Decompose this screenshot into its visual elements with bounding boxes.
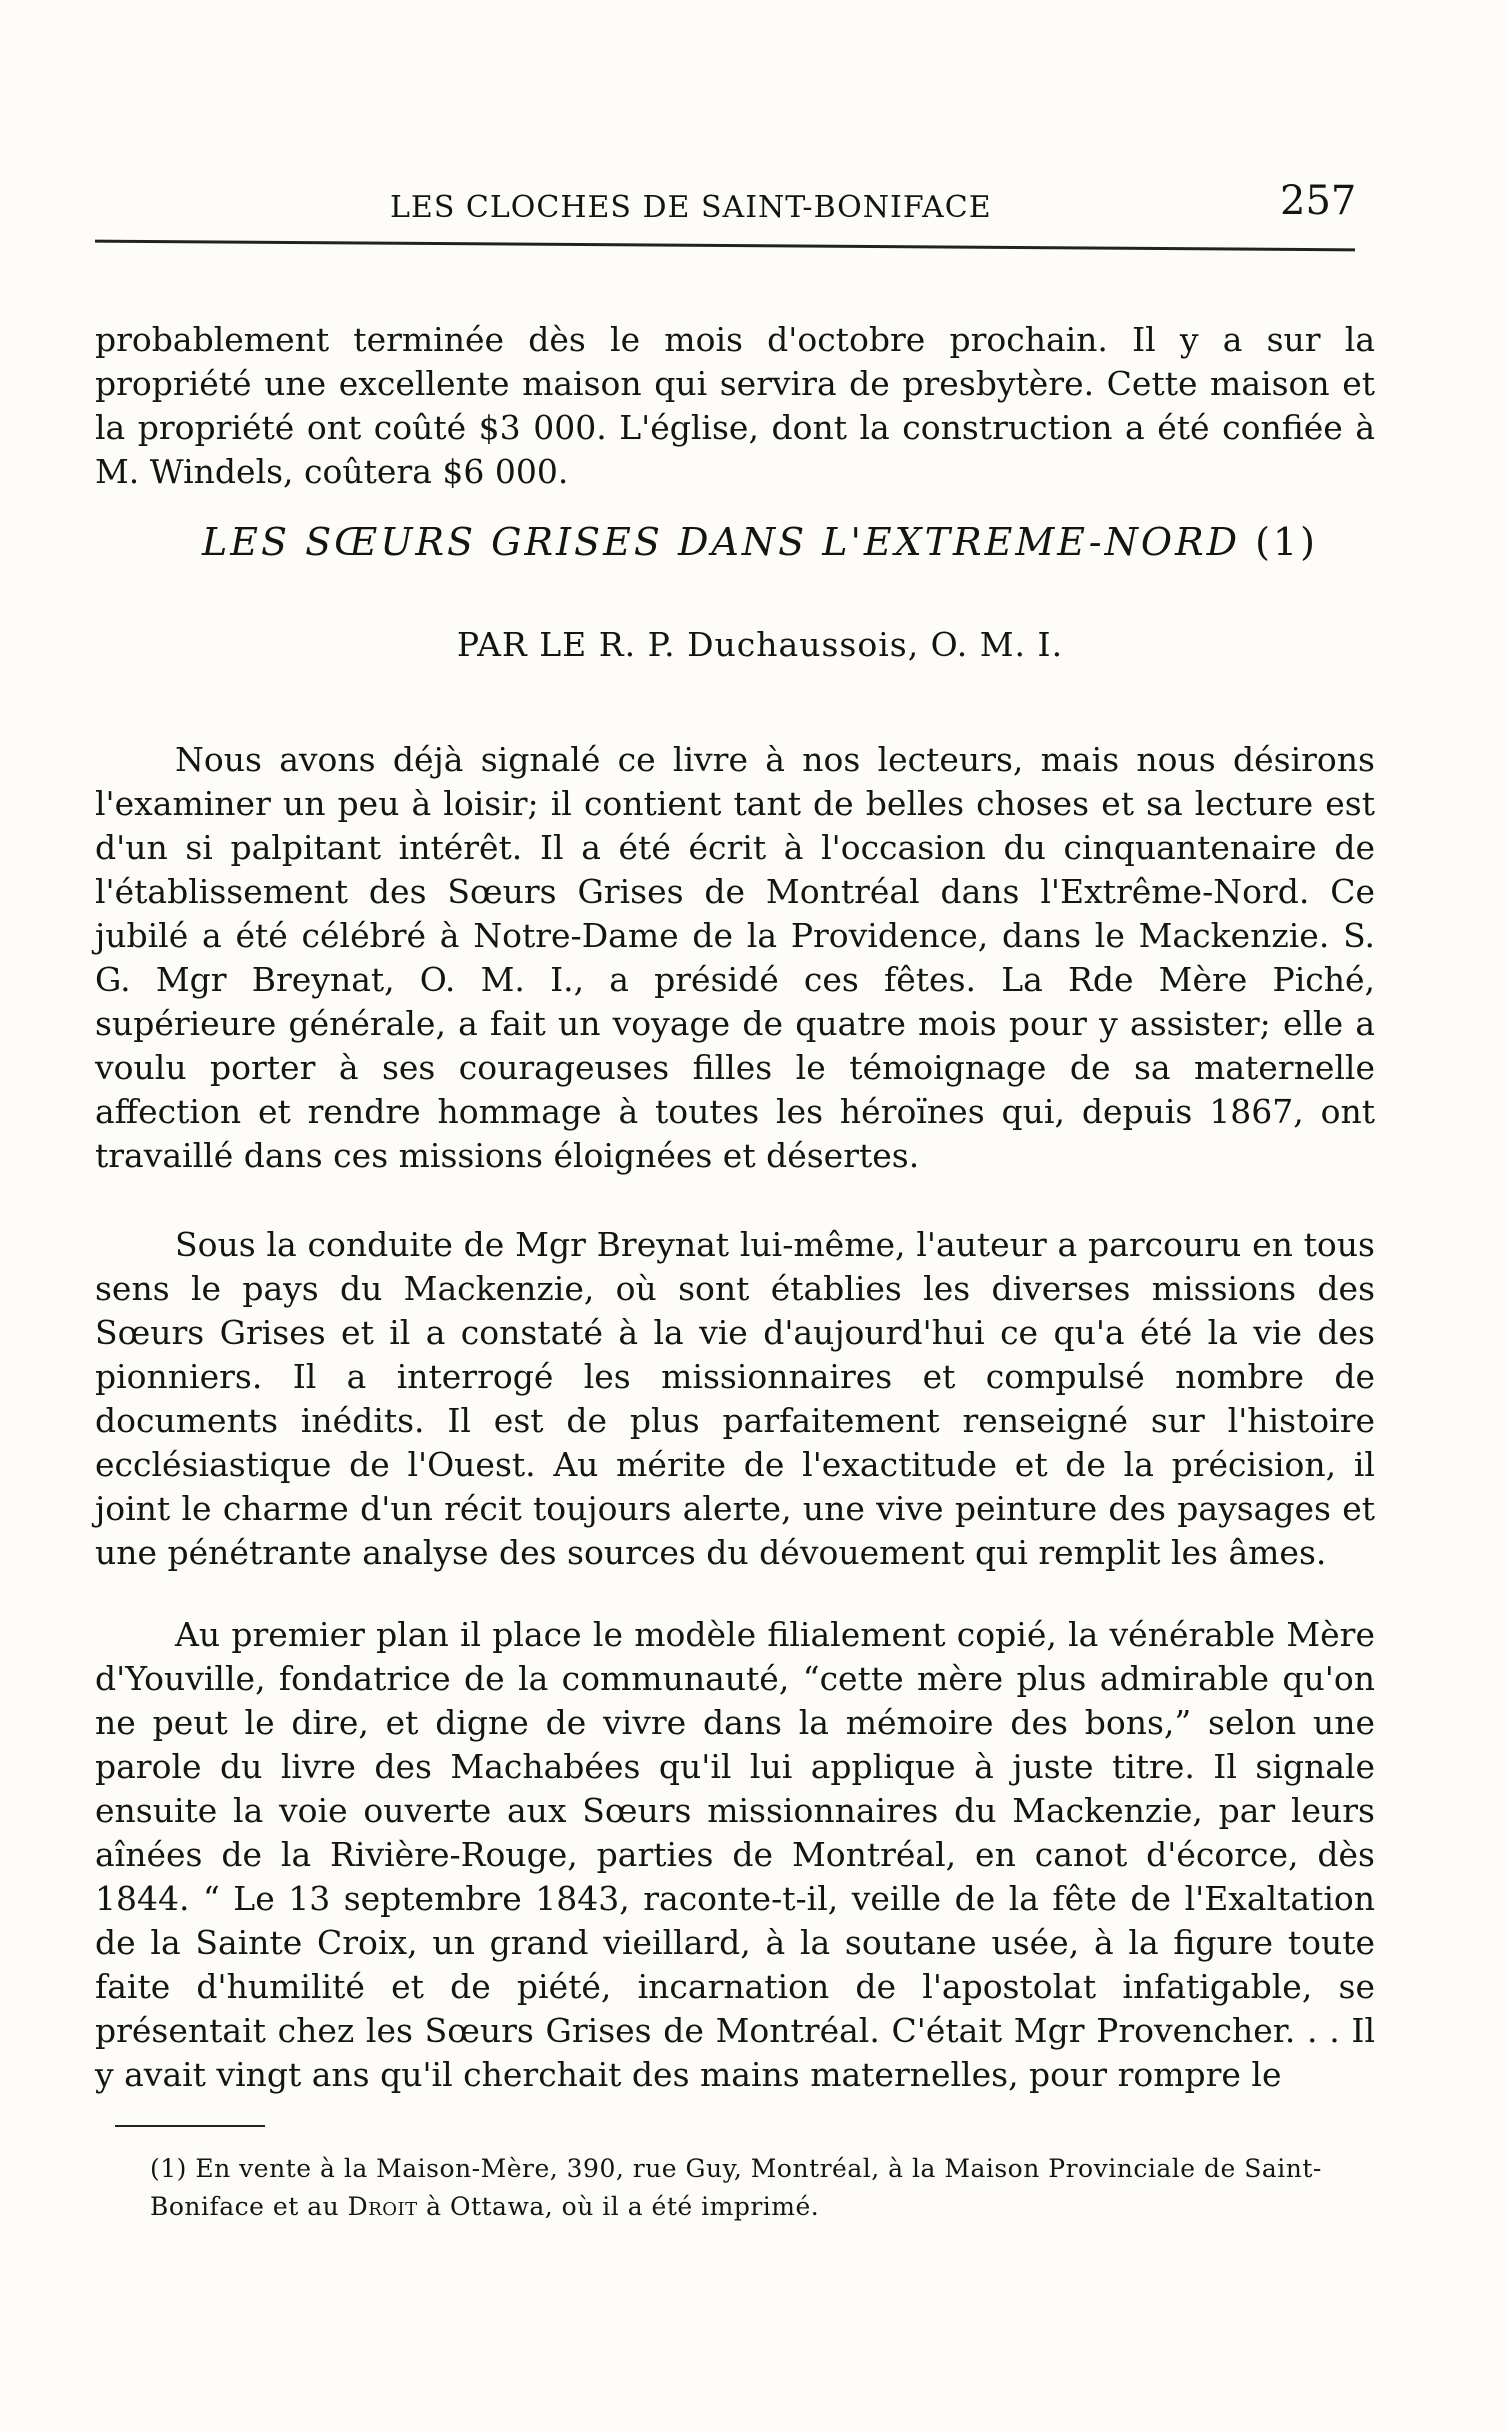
page-number: 257 — [1280, 178, 1357, 224]
paragraph-3: Au premier plan il place le modèle filialement copié, la vénérable Mère d'Youville, fondatrice de la communauté, “cette mère plus admirable qu'on ne peut le dire, et digne de vivre dans la mémoire des bons,” selon une parole du livre des Machabées qu'il lui applique à juste titre. Il signale ensuite la voie ouverte aux Sœurs missionnaires du Mackenzie, par leurs aînées de la Rivière-Rouge, parties de Montréal, en canot d'écorce, dès 1844. “ Le 13 septembre 1843, raconte-t-il, veille de la fête de l'Exaltation de la Sainte Croix, un grand vieillard, à la soutane usée, à la figure toute faite d'humilité et de piété, incarnation de l'apostolat infatigable, se présentait chez les Sœurs Grises de Montréal. C'était Mgr Provencher. . . Il y avait vingt ans qu'il cherchait des mains maternelles, pour rompre le — [95, 1615, 1375, 2094]
running-header: LES CLOCHES DE SAINT-BONIFACE — [390, 190, 992, 225]
paragraph-1: Nous avons déjà signalé ce livre à nos lecteurs, mais nous désirons l'examiner un peu à loisir; il contient tant de belles choses et sa lecture est d'un si palpitant intérêt. Il a été écrit à l'occasion du cinquantenaire de l'établissement des Sœurs Grises de Montréal dans l'Extrême-Nord. Ce jubilé a été célébré à Notre-Dame de la Providence, dans le Mackenzie. S. G. Mgr Breynat, O. M. I., a présidé ces fêtes. La Rde Mère Piché, supérieure générale, a fait un voyage de quatre mois pour y assister; elle a voulu porter à ses courageuses filles le témoignage de sa maternelle affection et rendre hommage à toutes les héroïnes qui, depuis 1867, ont travaillé dans ces missions éloignées et désertes. — [95, 740, 1375, 1175]
footnote-text-c: à Ottawa, où il a été imprimé. — [426, 2192, 820, 2221]
continued-paragraph: probablement terminée dès le mois d'octobre prochain. Il y a sur la propriété une excellente maison qui servira de presbytère. Cette maison et la propriété ont coûté $3 000. L'église, dont la construction a été confiée à M. Windels, coûtera $6 000. — [95, 320, 1375, 491]
paragraph-2: Sous la conduite de Mgr Breynat lui-même, l'auteur a parcouru en tous sens le pays du Mackenzie, où sont établies les diverses missions des Sœurs Grises et il a constaté à la vie d'aujourd'hui ce qu'a été la vie des pionniers. Il a interrogé les missionnaires et compulsé nombre de documents inédits. Il est de plus parfaitement renseigné sur l'histoire ecclésiastique de l'Ouest. Au mérite de l'exactitude et de la précision, il joint le charme d'un récit toujours alerte, une vive peinture des paysages et une pénétrante analyse des sources du dévouement qui remplit les âmes. — [95, 1225, 1375, 1572]
footnote-text-b: Droit — [347, 2192, 418, 2221]
section-title — [120, 520, 1400, 564]
section-title-text: LES SŒURS GRISES DANS L'EXTREME-NORD — [202, 520, 1241, 564]
byline — [120, 625, 1400, 664]
byline-author: R. P. Duchaussois, O. M. I. — [598, 625, 1064, 664]
footnote — [150, 2150, 1380, 2226]
footnote-reference: (1) — [1255, 520, 1318, 564]
footnote-marker: (1) — [150, 2154, 187, 2183]
header-rule — [95, 240, 1355, 252]
footnote-rule — [115, 2125, 265, 2127]
footnote-text-a: En vente à la Maison-Mère, 390, rue Guy, Montréal, à la Maison Provinciale de Saint-Boniface et au — [150, 2154, 1322, 2221]
byline-prefix: PAR LE — [456, 625, 588, 664]
